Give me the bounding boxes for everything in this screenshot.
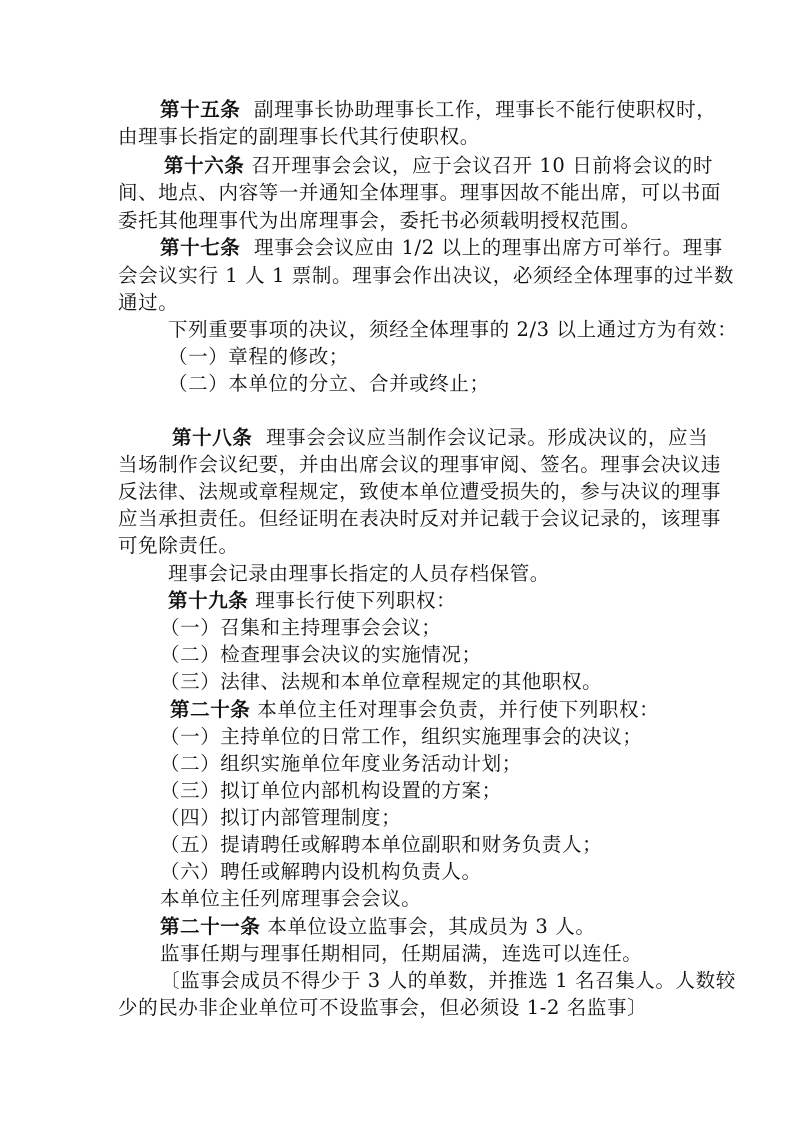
- text-line: [160, 886, 421, 912]
- article-heading: 第十六条: [164, 154, 245, 177]
- article-heading: 第二十条: [170, 698, 251, 721]
- article-heading: 第二十一条: [160, 915, 261, 938]
- text-line: [160, 97, 716, 123]
- line-text: 应当承担责任。但经证明在表决时反对并记载于会议记录的，该理事: [118, 507, 722, 530]
- line-text: 可免除责任。: [118, 534, 239, 557]
- text-line: [160, 941, 642, 967]
- text-line: [160, 914, 595, 940]
- text-line: [118, 180, 721, 206]
- line-text: 监事任期与理事任期相同，任期届满，连选可以连任。: [160, 942, 643, 965]
- text-line: [118, 452, 721, 478]
- line-text: 本单位主任列席理事会会议。: [160, 887, 422, 910]
- line-text: 副理事长协助理事长工作，理事长不能行使职权时，: [254, 98, 717, 121]
- line-text: 召开理事会会议，应于会议召开 10 日前将会议的时: [251, 154, 713, 177]
- text-line: [160, 778, 502, 804]
- text-line: [118, 290, 178, 316]
- text-line: [118, 479, 721, 505]
- line-text: （一）召集和主持理事会会议；: [160, 616, 442, 639]
- text-line: [168, 588, 456, 614]
- line-text: 本单位主任对理事会负责，并行使下列职权：: [257, 698, 660, 721]
- text-line: [160, 859, 482, 885]
- line-text: 下列重要事项的决议，须经全体理事的 2/3 以上通过方为有效：: [168, 318, 738, 341]
- text-line: [168, 371, 490, 397]
- line-text: 理事长行使下列职权：: [255, 589, 457, 612]
- line-text: 间、地点、内容等一并通知全体理事。理事因故不能出席，可以书面: [118, 181, 722, 204]
- line-text: （四）拟订内部管理制度；: [160, 806, 402, 829]
- text-line: [160, 968, 736, 994]
- text-line: [118, 263, 734, 289]
- article-heading: 第十五条: [160, 98, 241, 121]
- line-text: 理事会记录由理事长指定的人员存档保管。: [168, 562, 550, 585]
- text-line: [160, 615, 441, 641]
- text-line: [160, 832, 602, 858]
- text-line: [172, 425, 708, 451]
- line-text: （一）章程的修改；: [168, 345, 349, 368]
- text-line: [118, 208, 641, 234]
- text-line: [118, 995, 647, 1021]
- line-text: 少的民办非企业单位可不设监事会，但必须设 1-2 名监事〕: [118, 996, 648, 1019]
- line-text: 由理事长指定的副理事长代其行使职权。: [118, 125, 480, 148]
- line-text: 通过。: [118, 291, 179, 314]
- line-text: 本单位设立监事会，其成员为 3 人。: [267, 915, 596, 938]
- text-line: [160, 235, 723, 261]
- line-text: （五）提请聘任或解聘本单位副职和财务负责人；: [160, 833, 603, 856]
- article-heading: 第十九条: [168, 589, 249, 612]
- text-line: [164, 153, 713, 179]
- line-text: 会会议实行 1 人 1 票制。理事会作出决议，必须经全体理事的过半数: [118, 264, 735, 287]
- text-line: [160, 805, 401, 831]
- line-text: （三）法律、法规和本单位章程规定的其他职权。: [160, 670, 603, 693]
- text-line: [160, 642, 482, 668]
- article-heading: 第十八条: [172, 426, 253, 449]
- line-text: （六）聘任或解聘内设机构负责人。: [160, 860, 482, 883]
- line-text: （一）主持单位的日常工作，组织实施理事会的决议；: [160, 725, 643, 748]
- line-text: 反法律、法规或章程规定，致使本单位遭受损失的，参与决议的理事: [118, 480, 722, 503]
- line-text: 当场制作会议纪要，并由出席会议的理事审阅、签名。理事会决议违: [118, 453, 722, 476]
- line-text: （二）组织实施单位年度业务活动计划；: [160, 752, 522, 775]
- text-line: [160, 724, 642, 750]
- line-text: （三）拟订单位内部机构设置的方案；: [160, 779, 502, 802]
- text-line: [118, 124, 480, 150]
- article-heading: 第十七条: [160, 236, 241, 259]
- text-line: [168, 344, 349, 370]
- text-line: [168, 317, 737, 343]
- text-line: [160, 751, 522, 777]
- text-line: [118, 506, 721, 532]
- text-line: [160, 669, 602, 695]
- text-line: [168, 561, 550, 587]
- text-line: [170, 697, 659, 723]
- line-text: 理事会会议应当制作会议记录。形成决议的，应当: [266, 426, 709, 449]
- line-text: 理事会会议应由 1/2 以上的理事出席方可举行。理事: [254, 236, 723, 259]
- line-text: （二）本单位的分立、合并或终止；: [168, 372, 490, 395]
- line-text: 委托其他理事代为出席理事会，委托书必须载明授权范围。: [118, 209, 641, 232]
- line-text: （二）检查理事会决议的实施情况；: [160, 643, 482, 666]
- line-text: 〔监事会成员不得少于 3 人的单数，并推选 1 名召集人。人数较: [160, 969, 736, 992]
- text-line: [118, 533, 239, 559]
